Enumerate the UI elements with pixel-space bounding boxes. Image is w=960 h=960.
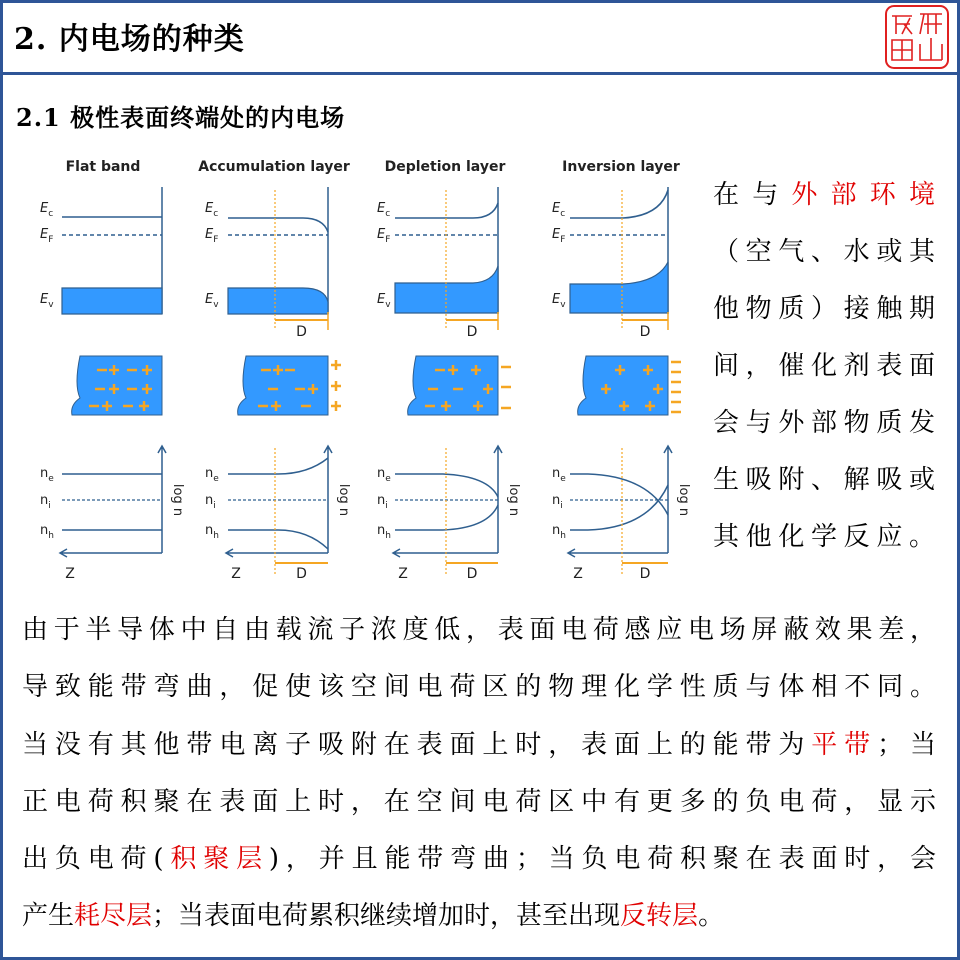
text-segment: ；当表面电荷累积继续增加时，甚至出现 — [152, 901, 621, 932]
label-symbol: E — [552, 201, 561, 216]
label-symbol: n — [552, 466, 561, 481]
label-subscript: c — [560, 209, 566, 219]
conduction-band-edge — [570, 190, 668, 218]
ne-label — [40, 466, 54, 484]
ec-label — [552, 201, 565, 219]
text-segment: 导致能带弯曲，促使该空间电荷区的物理化学性质与体相不同。 — [22, 672, 936, 703]
label-symbol: E — [377, 292, 386, 307]
highlight-term: 反转层 — [620, 901, 699, 932]
text-segment: （空气、水或其 — [713, 237, 935, 267]
text-line — [713, 338, 935, 395]
log-n-label: log n — [506, 483, 521, 517]
text-line — [713, 167, 935, 224]
label-symbol: E — [40, 227, 49, 242]
text-line — [22, 774, 936, 831]
electron-concentration — [570, 474, 668, 515]
z-axis — [226, 549, 328, 557]
ef-label — [40, 227, 53, 245]
ef-label — [552, 227, 565, 245]
label-subscript: e — [48, 474, 54, 484]
label-subscript: F — [48, 235, 54, 245]
valence-band — [570, 262, 668, 313]
label-symbol: n — [40, 466, 49, 481]
text-line — [713, 224, 935, 281]
depth-label: D — [466, 324, 478, 340]
depth-label: D — [639, 324, 651, 340]
z-label: Z — [398, 566, 408, 582]
label-subscript: i — [48, 501, 51, 511]
label-subscript: F — [213, 235, 219, 245]
label-subscript: h — [385, 531, 391, 541]
label-subscript: c — [385, 209, 391, 219]
seal-logo — [884, 4, 950, 70]
column-title: Inversion layer — [562, 159, 680, 175]
band-bending-diagram — [0, 140, 700, 590]
label-symbol: E — [552, 292, 561, 307]
nh-label — [205, 523, 219, 541]
ne-label — [552, 466, 566, 484]
depth-label: D — [296, 566, 307, 582]
text-segment: 在与 — [713, 180, 792, 210]
section-title: 2.1 极性表面终端处的内电场 — [16, 103, 346, 132]
z-axis — [60, 549, 162, 557]
text-segment: ；当 — [877, 729, 936, 760]
label-subscript: v — [385, 300, 391, 310]
label-symbol: E — [552, 227, 561, 242]
text-line — [22, 717, 936, 774]
ni-label — [377, 493, 388, 511]
text-segment: 出负电荷( — [22, 844, 164, 875]
text-line — [22, 888, 936, 945]
label-symbol: n — [552, 493, 561, 508]
ef-label — [377, 227, 390, 245]
label-symbol: n — [40, 493, 49, 508]
ef-label — [205, 227, 218, 245]
label-symbol: E — [205, 201, 214, 216]
label-subscript: v — [560, 300, 566, 310]
text-segment: 生吸附、解吸或 — [713, 465, 935, 495]
label-symbol: n — [377, 466, 386, 481]
valence-band — [228, 288, 328, 314]
label-subscript: c — [213, 209, 219, 219]
column-title: Accumulation layer — [198, 159, 350, 175]
label-subscript: e — [385, 474, 391, 484]
highlight-term: 耗尽层 — [74, 901, 153, 932]
label-symbol: E — [40, 292, 49, 307]
log-n-label: log n — [676, 483, 691, 517]
text-line — [713, 395, 935, 452]
ne-label — [205, 466, 219, 484]
label-symbol: E — [377, 201, 386, 216]
ni-label — [205, 493, 216, 511]
text-line — [713, 281, 935, 338]
label-symbol: n — [205, 493, 214, 508]
text-segment: 产生 — [22, 901, 75, 932]
conduction-band-edge — [228, 218, 328, 232]
text-line — [713, 509, 935, 566]
text-segment: 间，催化剂表面 — [713, 351, 935, 381]
label-subscript: i — [213, 501, 216, 511]
ni-label — [40, 493, 51, 511]
ev-label — [552, 292, 566, 310]
text-line — [22, 659, 936, 716]
text-segment: 当没有其他带电离子吸附在表面上时，表面上的能带为 — [22, 729, 812, 760]
slide-header — [0, 0, 960, 75]
label-subscript: e — [213, 474, 219, 484]
hole-concentration — [570, 485, 668, 530]
label-subscript: c — [48, 209, 54, 219]
label-subscript: v — [213, 300, 219, 310]
depth-label: D — [466, 566, 478, 582]
label-subscript: i — [560, 501, 563, 511]
label-subscript: e — [560, 474, 566, 484]
label-symbol: n — [205, 523, 214, 538]
label-symbol: E — [377, 227, 386, 242]
semiconductor-block — [408, 356, 498, 415]
ec-label — [205, 201, 218, 219]
highlight-term: 平带 — [811, 729, 878, 760]
hole-concentration — [228, 530, 328, 549]
nh-label — [40, 523, 54, 541]
ev-label — [205, 292, 219, 310]
depth-label: D — [639, 566, 651, 582]
z-label: Z — [65, 566, 75, 582]
z-label: Z — [231, 566, 241, 582]
depth-label: D — [296, 324, 307, 340]
label-subscript: F — [385, 235, 391, 245]
text-segment: 。 — [698, 901, 725, 932]
ni-label — [552, 493, 563, 511]
highlight-term: 外部环境 — [791, 180, 935, 210]
nh-label — [377, 523, 391, 541]
ev-label — [377, 292, 391, 310]
label-subscript: h — [560, 531, 566, 541]
highlight-term: 积聚层 — [163, 844, 269, 875]
z-axis — [568, 549, 668, 557]
log-n-label: log n — [170, 483, 185, 517]
text-line — [713, 452, 935, 509]
label-subscript: v — [48, 300, 54, 310]
column-title: Flat band — [65, 159, 141, 175]
semiconductor-block — [238, 356, 328, 415]
text-segment: 由于半导体中自由载流子浓度低，表面电荷感应电场屏蔽效果差， — [22, 615, 936, 645]
ne-label — [377, 466, 391, 484]
text-segment: 会与外部物质发 — [713, 408, 935, 438]
text-segment: 正电荷积聚在表面上时，在空间电荷区中有更多的负电荷，显示 — [22, 786, 936, 817]
label-symbol: n — [205, 466, 214, 481]
body-paragraph — [22, 602, 936, 946]
z-label: Z — [573, 566, 583, 582]
valence-band — [62, 288, 162, 314]
label-symbol: E — [205, 227, 214, 242]
label-symbol: n — [552, 523, 561, 538]
label-subscript: h — [48, 531, 54, 541]
label-symbol: E — [205, 292, 214, 307]
nh-label — [552, 523, 566, 541]
valence-band — [395, 266, 498, 313]
side-text — [713, 167, 935, 566]
label-subscript: F — [560, 235, 566, 245]
text-segment: 其他化学反应。 — [713, 522, 935, 552]
log-n-label: log n — [336, 483, 351, 517]
ev-label — [40, 292, 54, 310]
ec-label — [40, 201, 53, 219]
page-title: 2. 内电场的种类 — [14, 22, 245, 57]
electron-concentration — [228, 458, 328, 474]
label-subscript: i — [385, 501, 388, 511]
ec-label — [377, 201, 390, 219]
text-line — [22, 602, 936, 659]
label-subscript: h — [213, 531, 219, 541]
text-line — [22, 831, 936, 888]
text-segment: )，并且能带弯曲；当负电荷积聚在表面时，会 — [268, 844, 936, 875]
label-symbol: n — [377, 493, 386, 508]
label-symbol: n — [377, 523, 386, 538]
label-symbol: n — [40, 523, 49, 538]
text-segment: 他物质）接触期 — [713, 294, 935, 324]
label-symbol: E — [40, 201, 49, 216]
column-title: Depletion layer — [384, 159, 506, 175]
